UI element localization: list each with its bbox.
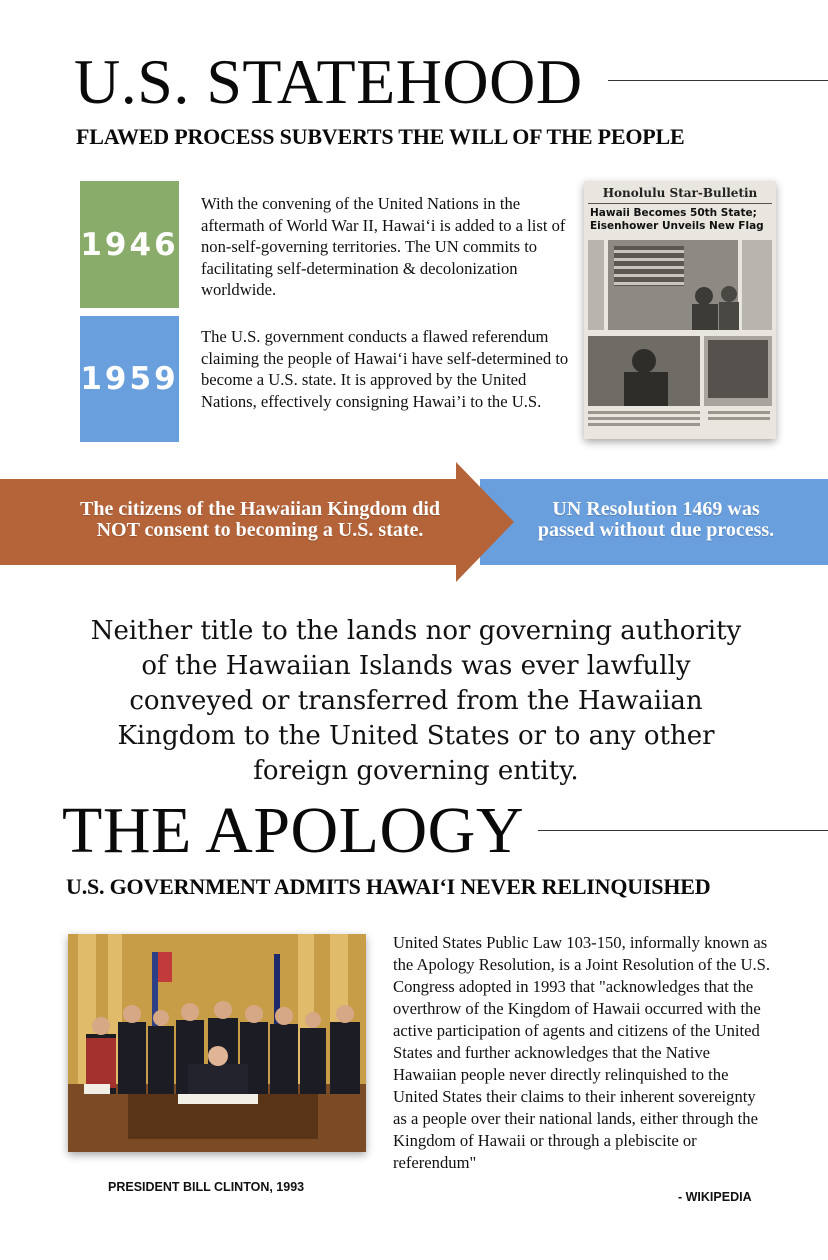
apology-title: THE APOLOGY [62,794,524,867]
statehood-title: U.S. STATEHOOD [74,46,583,117]
newspaper-headline-2: Eisenhower Unveils New Flag [590,220,764,232]
photo-caption: PRESIDENT BILL CLINTON, 1993 [108,1180,305,1194]
timeline-1959-text: The U.S. government conducts a flawed referendum claiming the people of Hawai‘i have self-determined to become a U.S. state. It is approved by the United Nations, effectively consigning Hawai’i to the U.S. [201,327,569,411]
source-credit: - WIKIPEDIA [678,1190,752,1204]
clinton-photo-illustration [68,934,366,1152]
apology-rule [538,830,828,831]
newspaper-image [584,181,776,439]
apology-resolution-text: United States Public Law 103-150, informally known as the Apology Resolution, is a Joint Resolution of the U.S. Congress adopted in 1993 that "acknowledges that the overthrow of the Kingdom of Hawaii occurred with the active participation of agents and citizens of the United States and further acknowledges that the Native Hawaiian people never directly relinquished to the United States their claims to their inherent sovereignty as a people over their national lands, either through the Kingdom of Hawaii or through a plebiscite or referendum" [393,933,771,1172]
clinton-photo [68,934,366,1152]
title-rule [608,80,828,81]
apology-subtitle: U.S. GOVERNMENT ADMITS HAWAI‘I NEVER RELINQUISHED [66,874,711,899]
newspaper-photos [584,236,776,436]
year-1959-box: 1959 [80,316,179,442]
statehood-subtitle: FLAWED PROCESS SUBVERTS THE WILL OF THE PEOPLE [76,124,685,149]
banner-right-text: UN Resolution 1469 was passed without due process. [537,498,775,541]
sovereignty-quote: Neither title to the lands nor governing authority of the Hawaiian Islands was ever lawfully conveyed or transferred from the Hawaiian Kingdom to the United States or to any other foreign governing entity. [90,616,742,786]
year-1946-box: 1946 [80,181,179,308]
newspaper-masthead: Honolulu Star-Bulletin [602,186,758,200]
timeline-1946-text: With the convening of the United Nations in the aftermath of World War II, Hawai‘i is added to a list of non-self-governing territories. The UN commits to facilitating self-determination & decolonization worldwide. [201,194,566,299]
banner-left-text: The citizens of the Hawaiian Kingdom did NOT consent to becoming a U.S. state. [79,498,441,541]
newspaper-headline-1: Hawaii Becomes 50th State; [590,207,757,219]
